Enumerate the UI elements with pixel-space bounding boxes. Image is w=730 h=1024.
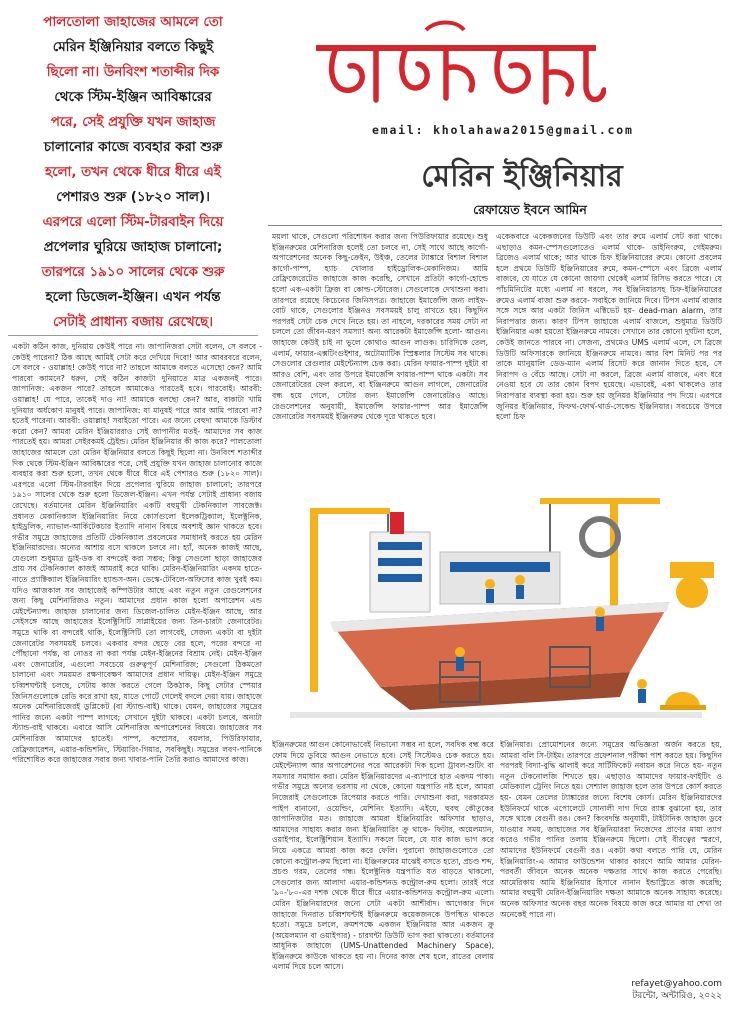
intro-line: পরে, সেই প্রযুক্তি যখন জাহাজ: [50, 115, 216, 130]
masthead-email: email: kholahawa2015@gmail.com: [372, 123, 634, 137]
intro-line: ছিলো না। উনবিংশ শতাব্দীর দিক: [46, 65, 220, 80]
intro-line: পেশারও শুরু (১৮২০ সাল)।: [56, 190, 210, 205]
body-column-left: [12, 342, 262, 1002]
paragraph: ইঞ্জিনিয়ার। প্রোমোশনের জন্যে সমুদ্রের অভিজ্ঞতা অর্জন করতে হয়, আমরা বলি সি-টাইম। তারপরে প্রফেশনাল পরীক্ষা পাশ করতে হয়। কিছুদিন পরপরই বিদ্যা-বুদ্ধি ঝালাই করে সার্টিফিকেট নবায়ন করে নিতে হয়- নতুন নতুন টেকনোলজি শিখতে হয়। এছাড়াও আমাদের ফায়ার-ফাইটিং ও মেডিক্যাল ট্রেনিং নিতে হয়। সেশ্যাল জাহাজ হলে তার উপরে কোর্স করতে হয়- যেমন তেলের ট্যাঙ্কারের জন্যে বিশেষ কোর্স। মেরিন ইঞ্জিনিয়ারদের ইউনিফর্মে থাকে এপোলেটে সোনালী দাগ দিয়ে র‍্যাঙ্ক বুঝানো হয়, তার সঙ্গে থাকে বেগুনী রঙ। কেন? কিংবদন্তি অনুযায়ী, টাইটানিক জাহাজ ডুবে যাওয়ার সময়, জাহাজের সব ইঞ্জিনিয়াররা নিজেদের প্রাণের মায়া ত্যাগ করেও গভীর পানির তলায় ইঞ্জিনরুমে ছিলো। সেই বীরত্বের স্মরণে, আমাদের ইউনিফর্মে বেগুনী রঙ। একটা কথা বলতে পারি যে, মেরিন ইঞ্জিনিয়ারিং-এ আমার ফাউন্ডেশন থাকার কারণে আমি আমার মেরিন-পরবর্তী জীবনে অনেক অনেক দক্ষতার সাথে কাজ করতে পেরেছি। আমেরিকায় আমি ইঞ্জিনিয়ার হিসাবে নানান ইন্ডাস্ট্রিতে কাজ করেছি; আমার বহুমুখী মেরিন-ইঞ্জিনিয়ারিং দক্ষতা আমাকে অনেক সাহায্য করেছে। অনেক অফিসার অনেক বছর অনেক বিষয়ে কাজ করে আমার যা শেখা তা অনেকেই পারে না।: [500, 740, 722, 919]
body-column-right: [496, 232, 722, 468]
article-title: মেরিন ইঞ্জিনিয়ার: [421, 159, 623, 194]
ship-construction-image: [270, 472, 722, 736]
body-column-bottom-left: [272, 740, 494, 1010]
body-column-bottom-right: [500, 740, 722, 940]
intro-line: থেকে স্টিম-ইঞ্জিন আবিষ্কারের: [54, 90, 212, 105]
author-email: refayet@yahoo.com: [631, 979, 722, 989]
author-place-date: টরন্টো, অন্টারিও, ২০২২: [632, 991, 722, 1001]
divider: [8, 335, 258, 336]
crane-tower: [310, 512, 318, 692]
article-byline: রেফায়েত ইবনে আমিন: [473, 202, 587, 217]
body-column-middle: [272, 232, 488, 468]
intro-line: সেটাই প্রাধান্য বজায় রেখেছে।: [52, 315, 213, 330]
intro-line: তারপরে ১৯১০ সালের থেকে শুরু: [41, 265, 225, 280]
intro-block: [12, 10, 254, 335]
author-signature: [560, 978, 722, 1002]
divider: [268, 225, 722, 226]
logo-lettering: [306, 18, 606, 110]
paragraph: একেকবারে একেকজনের ডিউটি এবং তার রুমে এলার্ম সেট করা থাকে। এছাড়াও কমন-স্পেসগুলোতেও এলার্ম থাকে- ডাইনিংরুম, গেইমরুম। ব্রিজেও এলার্ম থাকে; আর থাকে চিফ ইঞ্জিনিয়ারের রুমে। কোনো প্রবলেম হলে প্রথমে ডিউটি ইঞ্জিনিয়ারের রুমে, কমন-স্পেসে এবং ব্রিজে এলার্ম বাজবে, যে যাতে যে কোনো জায়গা থেকেই এলার্ম রিসিভ করতে পারে। যে পাঁচমিনিটের মধ্যে এলার্ম না ধরলে, সব ইঞ্জিনিয়ারসহ চিফ-ইঞ্জিনিয়ারের রুমেও এলার্ম বাজা শুরু করবে- সবাইকে জানিয়ে দিবে। টিপস এলার্ম বাজার সঙ্গে সঙ্গে আর একটা জিনিস এক্টিভেট হয়- dead-man alarm, তার নিরাপত্তার জন্য। কারণ টিপস জাহাজে এলার্ম বাজলে, শুধুমাত্র ডিউটি ইঞ্জিনিয়ার একা হয়তো ইঞ্জিনরুমে নামবে। সেখানে তার কোনো দুর্ঘটনা হলে, কেউই জানতে পারবে না। সেজন্য, প্রথমেও UMS এলার্ম এলে, সে ব্রিজে ডিউটি অফিসারকে জানিয়ে ইঞ্জিনরুমে নামবে। আর বিশ মিনিট পর পর তাকে ম্যানুয়ালি ডেড-ম্যান এলার্ম রিসেট করে জানান দিতে হবে, সে নিরাপদ ও বেঁচে আছে। সেটা না করলে, ব্রিজে এলার্ম বাজবে, এবং ধরে নেওয়া হবে যে তার কোন বিপদ হয়েছে। এভাবেই, একা থাকলেও তার নিরাপত্তার ব্যবস্থা করা হয়। শুরু হয় জুনিয়র ইঞ্জিনিয়ার পদ দিয়ে। এরপরে জুনিয়র ইঞ্জিনিয়ার, ফিফথ-ফোর্থ-থার্ড-সেকেন্ড ইঞ্জিনিয়ার। সবচেয়ে উপরে হলো চিফ: [496, 232, 722, 422]
paragraph: ইঞ্জিনরুমের আগুন কোনোভাবেই নিভানো সম্ভব না হলে, সবদিক বন্ধ করে ফোম দিয়ে ডুবিয়ে আগুন নেভাতে হবে। সেই সিস্টেমও চেক করতে হয়। মেইন্টেন্যান্স আর অপারেশনের পরে আরেকটা দিক হলো ট্রাবল-শুটিং বা সমস্যার সমাধান করা। মেরিন ইঞ্জিনিয়ারদের এ-ব্যাপারে হাত একদম পাকা। গভীর সমুদ্রে অন্যের ভরসায় না থেকে, কোনো যন্ত্রপাতি নষ্ট হলে, আমরা নিজেরাই সেগুলোকে রিপেয়ার করতে পারি। দেখাশুনা করা, দরকারমত পাইপ বানানো, ওয়েল্ডিং, মেশিনিং ইত্যাদি। এইযে, হুবহু কৌতুকের জাপানিজটার মত। জাহাজে আমরা ইঞ্জিনিয়ারিং অফিসার ছাড়াও, আমাদের সাহায্য করার জন্য ইঞ্জিনিয়ারিং ক্রু থাকে- ফিটার, অয়েলম্যান, ওয়াইপার, ইলেক্ট্রিশিয়ান ইত্যাদি। সকলে মিলে, যে যার কাজ ভাগ করে নিয়ে একত্রে আমরা কাজ করে ফেলি। পুরানো জাহাজগুলোতে তো কোনো কন্ট্রোল-রুম ছিলো না। ইঞ্জিনরুমের মাঝেই বসতে হতো, প্রচণ্ড শব্দ, প্রচণ্ড গরম, তেলের গন্ধ। ইলেক্ট্রনিক যন্ত্রপাতি যত বাড়তে থাকলো, সেগুলোর জন্য আলাদা এয়ার-কন্ডিশনড কন্ট্রোল-রুম হলো। তারই পরে '৯০-'৮০-এর দশক থেকে ধীরে ধীরে এয়ার-কন্ডিশনড কন্ট্রোল-রুম এলো। মেরিন ইঞ্জিনিয়ারদের জন্যে সেটা একটা আশীর্বাদ। আগেকার দিনে জাহাজে দিনরাত চব্বিশঘন্টাই ইঞ্জিনরুমে কয়েকজনকে উপস্থিত থাকতে হতো। সমুদ্রে চললে, ক্রমশপক্ষে একজন ইঞ্জিনিয়ার আর একজন ক্রু (অয়েলম্যান বা ওয়াইপার) - চারঘন্টা ডিউটি ভাগ করা থাকতো। বর্তমানের আধুনিক জাহাজে (UMS-Unattended Machinery Space), ইঞ্জিনরুমে কাউকে থাকতে হয় না। দিনের কাজ শেষ হলে, রাতের বেলায় এলার্ম দিয়ে চলে আসে।: [272, 740, 494, 972]
intro-line: হলো ডিজেল-ইঞ্জিন। এখন পর্যন্ত: [45, 290, 221, 305]
intro-line: হলো, তখন থেকে ধীরে ধীরে এই: [45, 165, 221, 180]
intro-line: পালতোলা জাহাজের আমলে তো: [43, 15, 223, 30]
intro-line: চালানোর কাজে ব্যবহার করা শুরু: [43, 140, 223, 155]
shipyard-illustration: [270, 472, 722, 736]
intro-line: প্রপেলার ঘুরিয়ে জাহাজ চালানো;: [43, 240, 223, 255]
intro-line: মেরিন ইঞ্জিনিয়ার বলতে কিছুই: [52, 40, 214, 55]
paragraph: একটা কঠিন কাজ, দুনিয়ায় কেউই পারে না। জাপানিজরা সেটা বলেন, সে বলবে - কেউই পারেনা? ঠিক আছে আমিই সেটা করে দেখিয়ে দিবো! আর আবরবরে বলেন, সে বলবে - ওয়াল্লাহ! কেউই পারে না? তাহলে আমাকে বলতে এসেছো কেন? আমি পারবো ক্যামনে? ধরুন, সেই কঠিন কাজটা দুনিয়াতে মাত্র একজনই পারে। জাপানিজ: একজন পারে? তাহলে আমাকেও পারতেই হবে। পারবোই। আরবী: ওয়াল্লাহ! যে পারে, তাকেই দাও না! আমাকে বলছো কেন? আর, বাকাটা খামি দুনিয়ার অর্ধকোণ মানুষই পারে। জাপানিজ: যা মানুষই পারে আর আমি পারবো না? হতেই পারেনা। আরবী: ওয়াল্লাহ! সবাইতো পারে। এর জন্যে বেহুদা আমাকে ডিস্টার্ব করো কেন? আমরা মেরিন ইঞ্জিয়াররাও সেই জাপানীর মতই- আমাদের সব কাজ পারতেই হয়। আমরা সেইরকমই ট্রেইন্ড। মেরিন ইঞ্জিনিয়ার কী কাজ করে? পালতোলা জাহাজের আমলে তো মেরিন ইঞ্জিনিয়ার বলতে কিছুই ছিলো না। উনবিংশ শতাব্দীর দিক থেকে স্টিম-ইঞ্জিন আবিষ্কারের পরে, সেই প্রযুক্তি যখন জাহাজ চালানোর কাজে ব্যবহার করা শুরু হলো, তখন থেকে ধীরে ধীরে এই পেশারও শুরু (১৮২০ সাল)। এরপরে এলো স্টিম-টারবাইন দিয়ে প্রপেলার ঘুরিয়ে জাহাজ চালানো; তারপরে ১৯১০ সালের থেকে শুরু হলো ডিজেল-ইঞ্জিন। এখন পর্যন্ত সেটাই প্রাধান্য বজায় রেখেছে। বর্তমানের মেরিন ইঞ্জিনিয়ারিং একটি বহুমুখী টেকনিক্যাল সাবজেক্ট। প্রধানত মেকানিক্যাল ইঞ্জিনিয়ারিং নিয়ে কোর্সগুলো ইলেকট্রিক্যাল, ইলেক্ট্রনিক, হাইড্রলিক, ন্যাভাল-আর্কিটেকচার ইত্যাদি নানান বিষয়ে অবশ্যই জ্ঞান থাকতে হবে। গভীর সমুদ্রে জাহাজের প্রতিটি টেকনিক্যাল প্রবলেমের সমাধানই করতে হয় মেরিন ইঞ্জিনিয়ারদের। অন্যের আশায় বসে থাকলে চলবে না। হ্যাঁ, অনেক কাজই আছে, যেগুলো শুধুমাত্র ড্রাই-ডক বা বন্দরেই করা সম্ভব; কিন্তু সেগুলো ছাড়া জাহাজের প্রায় সব টেকনিক্যাল কাজই আমরাই করে থাকি। মেরিন-ইঞ্জিনিয়ারিং একদম হাতে-নাতে প্র্যাক্টিক্যাল ইঞ্জিনিয়ারিং হ্যান্ডস-অন। ডেস্কে-টেবিলে-অফিসের কাজ খুবই কম। যদিও আজকাল সব জাহাজেই কম্পিউটার আছে এবং নতুন নতুন রেগুলেশনের জন্য কিছু মেশিনারিজও নতুন। আমাদের প্রধান কাজ হলো অপারেশন এন্ড মেইন্টেন্যান্স। জাহাজ চালানোর জন্য ডিজেল-চালিত মেইন-ইঞ্জিন আছে, আর সেইসঙ্গে আছে জাহাজের ইলেক্ট্রিসিটি সাপ্লাইয়ের জন্য তিন-চারটা জেনারেটর। সমুদ্রে থাকি বা বন্দরেই থাকি, ইলেক্ট্রিসিটি তো লাগবেই, সেজন্য একটা বা দুইটা জেনারেটর সবসময়ই চলবে। একবার বন্দর ছেড়ে বের হলে, পরের বন্দরে না পৌঁছানো পর্যন্ত, বা নোঙর না করা পর্যন্ত মেইন-ইঞ্জিনের বিশ্রাম নেই। মেইন-ইঞ্জিন এবং জেনারেটর, এগুলো সবচেয়ে গুরুত্বপূর্ণ মেশিনারিজ; সেগুলো ঠিকমতো চালানো এবং সময়মত রক্ষণাবেক্ষণ আমাদের প্রধান দায়িত্ব। মেইন-ইঞ্জিন সমুদ্রে চব্বিশঘন্টাই চলছে, সেটায় কাজ করতে গেলে ঠিকঠাক, কিছু সেটার স্পেয়ার জিনিসগুলোকে রেডি করে রাখা হয়, যাতে পোর্টে গেলেই বদলে দেয়া যায়। জাহাজে অনেক মেশিনারিজেরই ডুপ্লিকেট (বা স্ট্যান্ড-বাই) থাকে। যেমন, জাহাজের সমুদ্রের পানির জন্যে একটা পাম্প লাগবে; সেখানে দুইটা থাকবে। একটা চলবে, অন্যটা স্ট্যান্ড-বাই থাকবে। এবারে আসি মেশিনারিজ অপারেশনের বিষয়ে। জাহাজের সব মেশিনারিজ আমাদের হাতেই। পাম্প, কম্প্রেসর, বয়লার, পিউরিফায়ার, রেফ্রিজারেশন, এয়ার-কন্ডিশনিং, স্টিয়ারিং-গিয়ার, সবকিছুই। সমুদ্রের লবণ-পানিকে পরিশোধিত করে জাহাজের সবার জন্য খাবার-পানি তৈরি করাও আমাদের কাজ।: [12, 342, 262, 765]
intro-line: এরপরে এলো স্টিম-টারবাইন দিয়ে: [42, 215, 224, 230]
paragraph: ময়লা থাকে, সেগুলো পরিশোধন করার জন্য পিউরিফায়ার রয়েছে। শুধু ইঞ্জিনরুমের মেশিনারিজ হলেই তো চলবে না, সেই সাথে আছে কার্গো-অপারেশনের অনেক কিছু-ক্রেইন, উইঞ্চ, তেলের ট্যাঙ্কারে বিশাল বিশাল কার্গো-পাম্প, হ্যাচ খোলার হাইড্রোলিক-মেকানিজম। আমি রেফ্রিজেরেটেড জাহাজে কাজ করেছি, সেখানে প্রতিটা কার্গো-হোল্ডে হলো এক-একটা ফ্রিজ বা কোল্ড-স্টোরেজ। সেগুলোকে দেখাশুনা করা। তারপরে রয়েছে কিচেনের জিনিসপত্র। জাহাজে ইমার্জেন্সি জন্য লাইফ-বোট থাকে, সেগুলোর ইঞ্জিনও সবসময়ই চালু রাখতে হয়। কিছুদিন পরপরই সেটা চেক দেখে নিতে হয়। তা নাহলে, দরকারের সময় সেটা না চললে তো জীবন-মরণ সমস্যা! অন্য আরেকটা ইমার্জেন্সি হলো- আগুন। জাহাজে কেউই চাই না ভুলে কোথাও আগুন লাগুক। চারিদিকে তেল, এলার্ম, ফায়ার-এক্সটিংগুইশার, অটোম্যাটিক স্প্রিঙ্কলার সিস্টেম সব থাকে। সেগুলোর রেগুলার মেইন্টেন্যান্স চেক করা। মেরিন ফায়ার-পাম্প দুইটা বা আরও বেশি, এবং তার উপরে ইমার্জেন্সি ফায়ার-পাম্প থাকে একটা। সব জেনারেটরের ফেল করলে, বা ইঞ্জিনরুমে আগুন লাগলে, জেনারেটর বন্ধ হয়ে গেলে, সেটার জন্য ইমার্জেন্সি জেনারেটরও আছে। রেগুলেশনের অনুযায়ী, ইমার্জেন্সি ফায়ার-পাম্প আর ইমার্জেন্সি জেনারেটর সবসময়ই ইঞ্জিনরুম থেকে দূরে থাকতে হবে।: [272, 232, 488, 422]
masthead-logo: [306, 18, 606, 110]
